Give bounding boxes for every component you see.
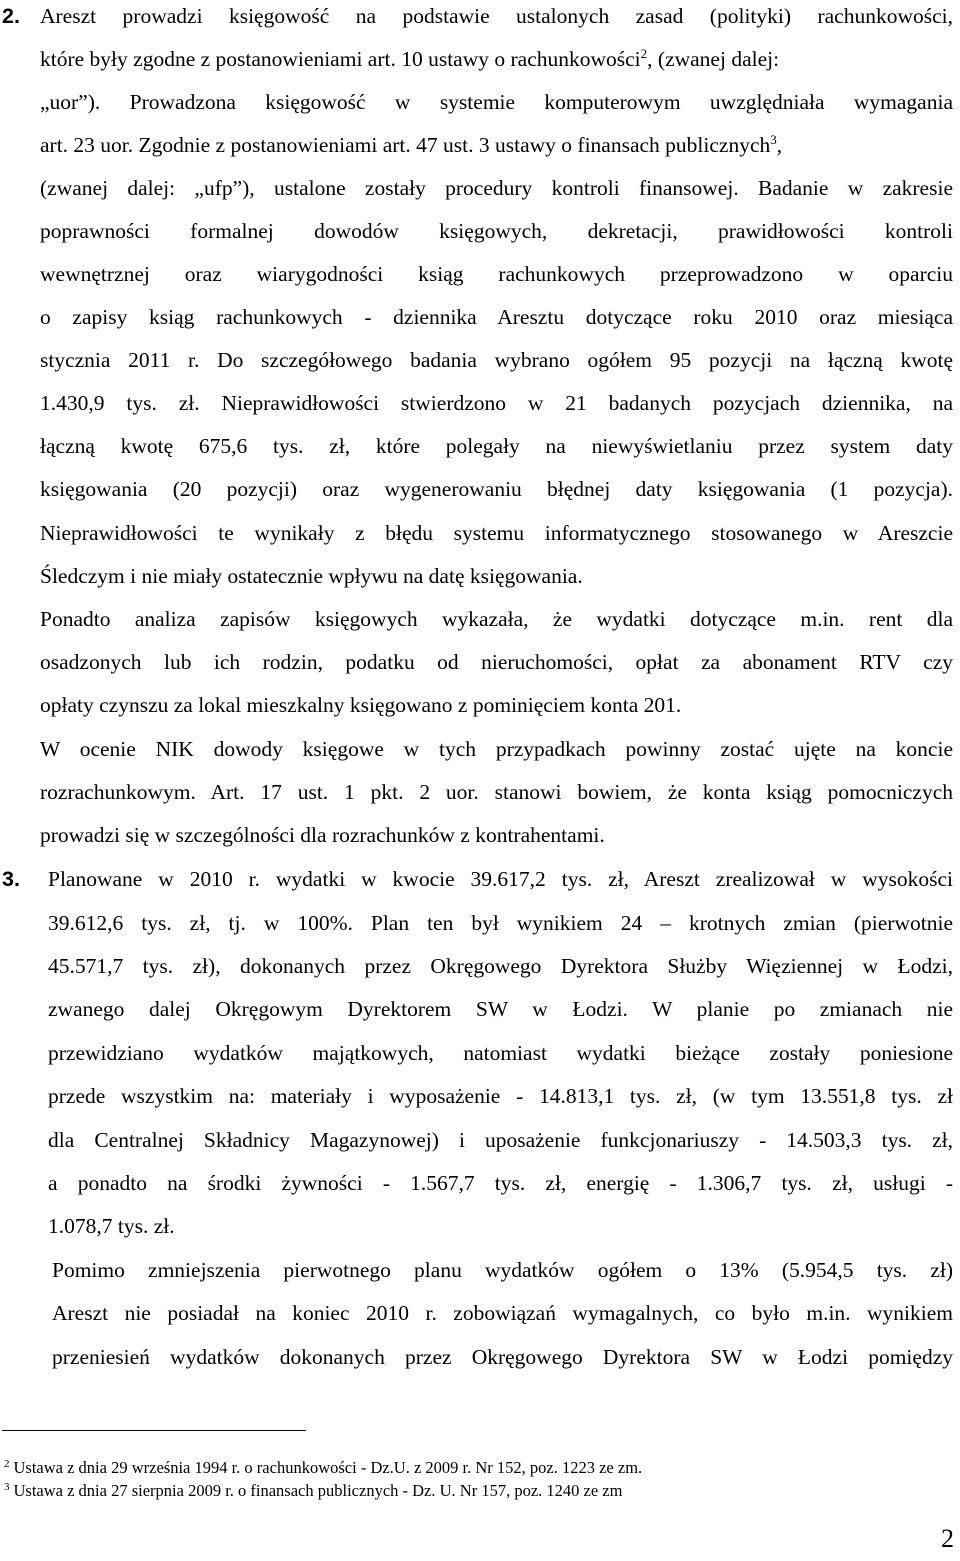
text-segment: , (zwanej dalej:: [647, 47, 780, 71]
text-line: 1.430,9 tys. zł. Nieprawidłowości stwierdzono w 21 badanych pozycjach dziennika, na: [40, 391, 953, 415]
text-line: (zwanej dalej: „ufp”), ustalone zostały procedury kontroli finansowej. Badanie w zakresie: [40, 176, 953, 200]
text-line: stycznia 2011 r. Do szczegółowego badania wybrano ogółem 95 pozycji na łączną kwotę: [40, 348, 953, 372]
text-line: Pomimo zmniejszenia pierwotnego planu wydatków ogółem o 13% (5.954,5 tys. zł): [52, 1258, 953, 1282]
text-line: Areszt nie posiadał na koniec 2010 r. zobowiązań wymagalnych, co było m.in. wynikiem: [52, 1301, 953, 1325]
text-line: łączną kwotę 675,6 tys. zł, które polegały na niewyświetlaniu przez system daty: [40, 434, 953, 458]
text-line: prowadzi się w szczególności dla rozrachunków z kontrahentami.: [40, 823, 605, 847]
footnote-2: [4, 1454, 642, 1478]
text-line: 39.612,6 tys. zł, tj. w 100%. Plan ten był wynikiem 24 – krotnych zmian (pierwotnie: [48, 911, 953, 935]
text-line: [40, 46, 953, 72]
text-line: poprawności formalnej dowodów księgowych, dekretacji, prawidłowości kontroli: [40, 219, 953, 243]
text-line: przede wszystkim na: materiały i wyposażenie - 14.813,1 tys. zł, (w tym 13.551,8 tys. zł: [48, 1084, 953, 1108]
footnote-3: [4, 1477, 622, 1501]
text-segment: art. 23 uor. Zgodnie z postanowieniami art. 47 ust. 3 ustawy o finansach publicznych: [40, 133, 771, 157]
text-line: a ponadto na środki żywności - 1.567,7 tys. zł, energię - 1.306,7 tys. zł, usługi -: [48, 1171, 953, 1195]
text-line: przewidziano wydatków majątkowych, natomiast wydatki bieżące zostały poniesione: [48, 1041, 953, 1065]
footnote-mark: 3: [4, 1481, 10, 1493]
text-line: o zapisy ksiąg rachunkowych - dziennika Aresztu dotyczące roku 2010 oraz miesiąca: [40, 305, 953, 329]
text-line: [40, 132, 953, 158]
item-number-2: 2.: [2, 4, 20, 28]
footnote-text: Ustawa z dnia 27 sierpnia 2009 r. o finansach publicznych - Dz. U. Nr 157, poz. 1240 ze zm: [13, 1481, 623, 1500]
text-segment: ,: [776, 133, 783, 157]
item-number-3: 3.: [2, 867, 20, 891]
text-line: Planowane w 2010 r. wydatki w kwocie 39.617,2 tys. zł, Areszt zrealizował w wysokości: [48, 867, 953, 891]
footnote-ref-3: 3: [770, 132, 777, 147]
text-line: Areszt prowadzi księgowość na podstawie ustalonych zasad (polityki) rachunkowości,: [40, 4, 953, 28]
text-line: „uor”). Prowadzona księgowość w systemie komputerowym uwzględniała wymagania: [40, 90, 953, 114]
text-line: Nieprawidłowości te wynikały z błędu systemu informatycznego stosowanego w Areszcie: [40, 521, 953, 545]
text-line: wewnętrznej oraz wiarygodności ksiąg rachunkowych przeprowadzono w oparciu: [40, 262, 953, 286]
footnote-separator: [2, 1430, 306, 1431]
page-number: 2: [941, 1524, 954, 1553]
text-line: W ocenie NIK dowody księgowe w tych przypadkach powinny zostać ujęte na koncie: [40, 737, 953, 761]
footnote-ref-2: 2: [640, 46, 648, 61]
text-line: dla Centralnej Składnicy Magazynowej) i uposażenie funkcjonariuszy - 14.503,3 tys. zł,: [48, 1128, 953, 1152]
text-line: przeniesień wydatków dokonanych przez Okręgowego Dyrektora SW w Łodzi pomiędzy: [52, 1345, 953, 1369]
footnote-mark: 2: [4, 1458, 10, 1470]
text-line: księgowania (20 pozycji) oraz wygenerowaniu błędnej daty księgowania (1 pozycja).: [40, 477, 953, 501]
text-segment: [40, 46, 779, 72]
footnote-text: Ustawa z dnia 29 września 1994 r. o rachunkowości - Dz.U. z 2009 r. Nr 152, poz. 1223 ze zm.: [13, 1458, 643, 1477]
text-segment: które były zgodne z postanowieniami art. 10 ustawy o rachunkowości: [40, 47, 641, 71]
text-line: opłaty czynszu za lokal mieszkalny księgowano z pominięciem konta 201.: [40, 693, 682, 717]
text-line: Śledczym i nie miały ostatecznie wpływu na datę księgowania.: [40, 564, 583, 588]
text-line: zwanego dalej Okręgowym Dyrektorem SW w Łodzi. W planie po zmianach nie: [48, 997, 953, 1021]
text-line: 45.571,7 tys. zł), dokonanych przez Okręgowego Dyrektora Służby Więziennej w Łodzi,: [48, 954, 953, 978]
text-line: 1.078,7 tys. zł.: [48, 1214, 175, 1238]
text-line: rozrachunkowym. Art. 17 ust. 1 pkt. 2 uor. stanowi bowiem, że konta ksiąg pomocniczych: [40, 780, 953, 804]
text-line: osadzonych lub ich rodzin, podatku od nieruchomości, opłat za abonament RTV czy: [40, 650, 953, 674]
text-line: Ponadto analiza zapisów księgowych wykazała, że wydatki dotyczące m.in. rent dla: [40, 607, 953, 631]
